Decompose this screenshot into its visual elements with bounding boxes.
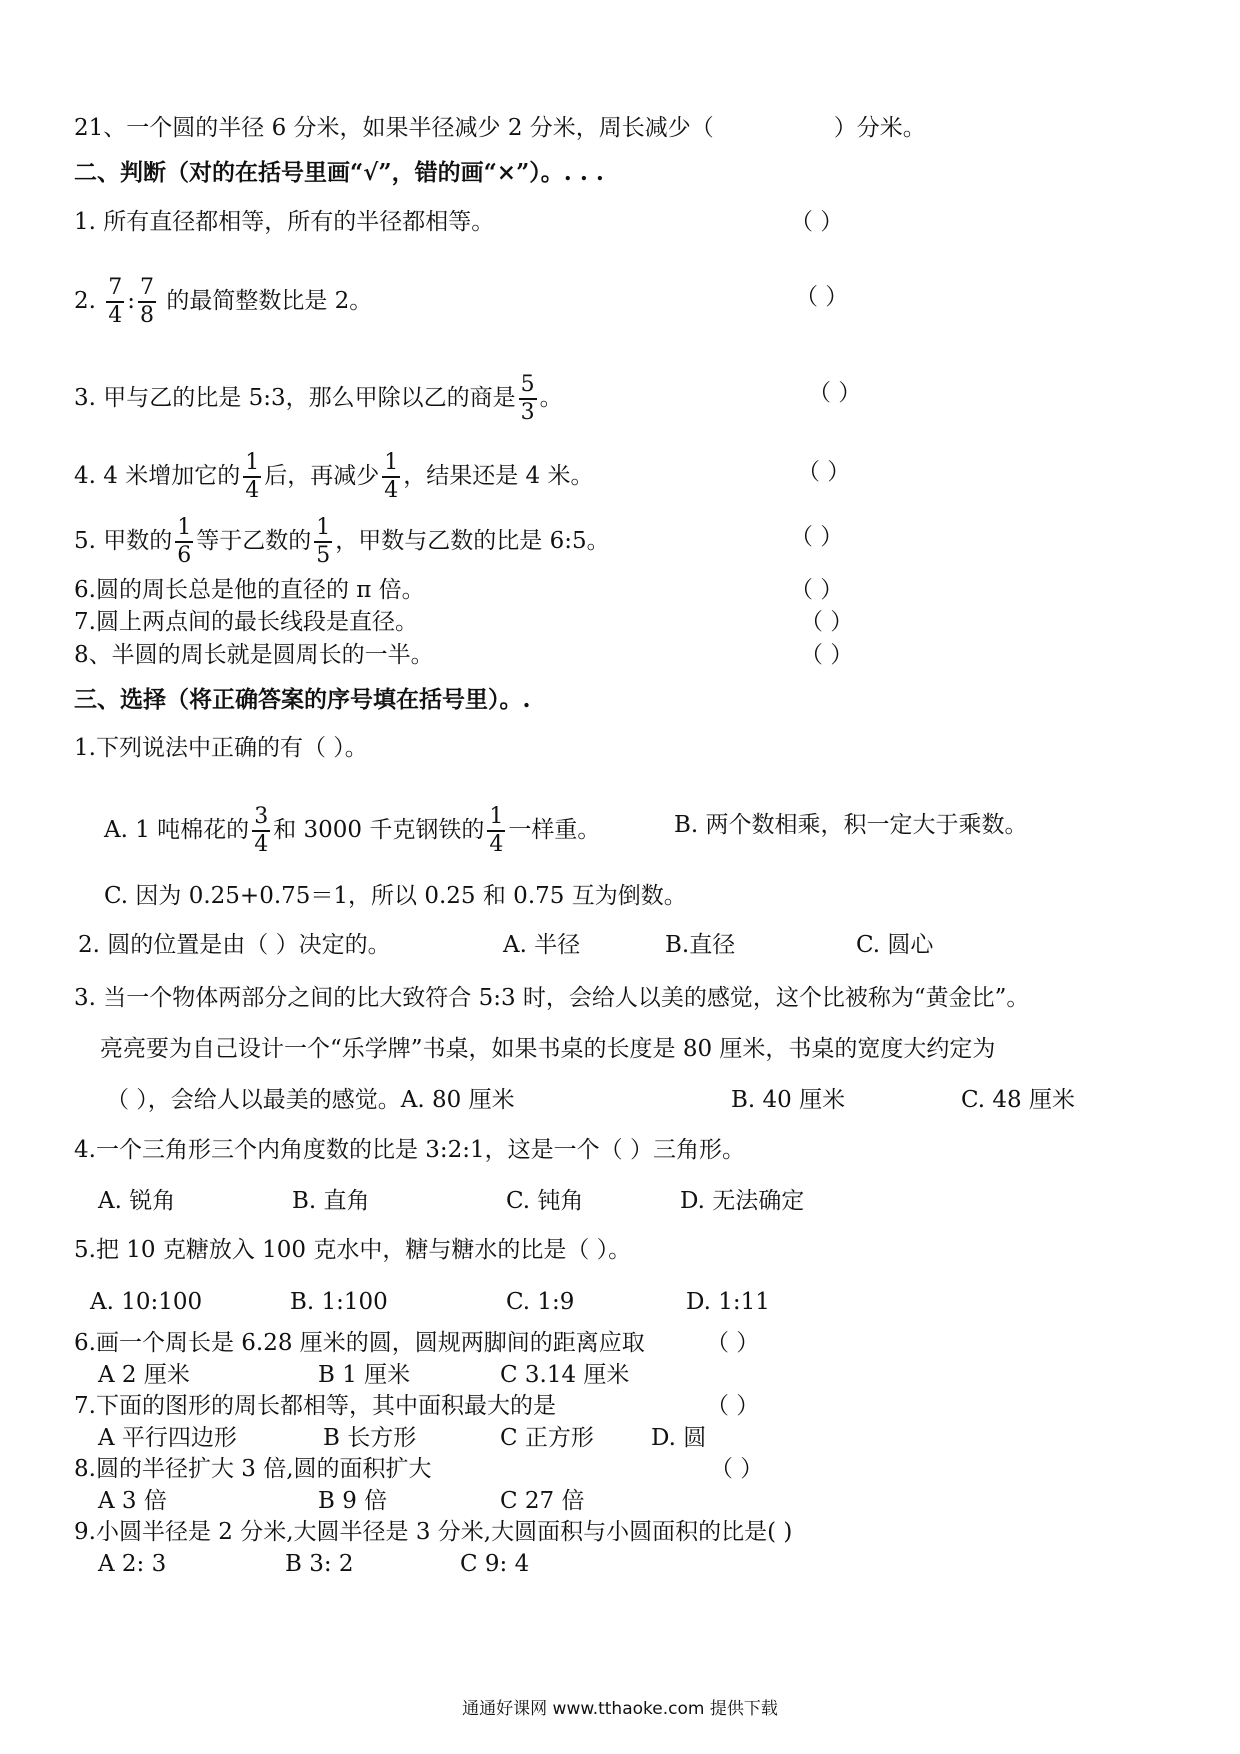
fraction: $\frac{3}{4}$ <box>254 804 269 857</box>
judge-item-2: 2. $\frac{7}{4}$ : $\frac{7}{8}$ 的最简整数比是 2。 <box>74 275 373 328</box>
judge-item-8: 8、半圆的周长就是圆周长的一半。 <box>74 642 434 668</box>
judge-paren-3[interactable]: （ ） <box>808 380 862 406</box>
choice-9-option-c[interactable]: C 9: 4 <box>460 1551 530 1577</box>
choice-8-paren[interactable]: （ ） <box>710 1456 764 1482</box>
choice-2-stem: 2. 圆的位置是由（ ）决定的。 <box>78 932 391 958</box>
choice-1-option-c[interactable]: C. 因为 0.25+0.75＝1，所以 0.25 和 0.75 互为倒数。 <box>104 883 687 909</box>
choice-2-option-c[interactable]: C. 圆心 <box>856 932 934 958</box>
choice-6-option-c[interactable]: C 3.14 厘米 <box>500 1362 630 1388</box>
judge-item-4: 4. 4 米增加它的 $\frac{1}{4}$ 后，再减少 $\frac{1}{4}$ ，结果还是 4 米。 <box>74 450 594 503</box>
choice-9-option-b[interactable]: B 3: 2 <box>285 1551 354 1577</box>
choice-7-stem: 7.下面的图形的周长都相等，其中面积最大的是 <box>74 1393 556 1419</box>
judge-paren-7[interactable]: （ ） <box>800 609 854 635</box>
choice-5-option-c[interactable]: C. 1:9 <box>506 1289 575 1315</box>
judge-item-3: 3. 甲与乙的比是 5:3，那么甲除以乙的商是 $\frac{5}{3}$ 。 <box>74 372 563 425</box>
judge-paren-6[interactable]: （ ） <box>790 577 844 603</box>
fraction: $\frac{1}{4}$ <box>489 804 504 857</box>
judge-paren-8[interactable]: （ ） <box>800 642 854 668</box>
choice-2-option-b[interactable]: B.直径 <box>665 932 736 958</box>
page-footer: 通通好课网 www.tthaoke.com 提供下载 <box>462 1699 778 1719</box>
judge-item-6: 6.圆的周长总是他的直径的 π 倍。 <box>74 577 425 603</box>
fraction: $\frac{7}{4}$ <box>108 275 123 328</box>
judge-item-1: 1. 所有直径都相等，所有的半径都相等。 <box>74 209 495 235</box>
fraction: $\frac{1}{5}$ <box>316 515 331 568</box>
fraction: $\frac{1}{6}$ <box>177 515 192 568</box>
choice-3-option-b[interactable]: B. 40 厘米 <box>731 1087 846 1113</box>
choice-4-option-c[interactable]: C. 钝角 <box>506 1188 584 1214</box>
choice-3-line-2: 亮亮要为自己设计一个“乐学牌”书桌，如果书桌的长度是 80 厘米，书桌的宽度大约定为 <box>100 1036 996 1062</box>
choice-6-stem: 6.画一个周长是 6.28 厘米的圆，圆规两脚间的距离应取 <box>74 1330 645 1356</box>
judge-paren-4[interactable]: （ ） <box>797 459 851 485</box>
choice-1-option-a[interactable]: A. 1 吨棉花的 $\frac{3}{4}$ 和 3000 千克钢铁的 $\frac{1}{4}$ 一样重。 <box>104 804 601 857</box>
choice-4-option-a[interactable]: A. 锐角 <box>98 1188 176 1214</box>
choice-8-option-b[interactable]: B 9 倍 <box>318 1488 388 1514</box>
choice-9-stem: 9.小圆半径是 2 分米,大圆半径是 3 分米,大圆面积与小圆面积的比是( ) <box>74 1519 793 1545</box>
judge-paren-1[interactable]: （ ） <box>790 209 844 235</box>
choice-3-line-1: 3. 当一个物体两部分之间的比大致符合 5:3 时，会给人以美的感觉，这个比被称为“黄金比”。 <box>74 985 1030 1011</box>
choice-1-option-b[interactable]: B. 两个数相乘，积一定大于乘数。 <box>674 812 1028 838</box>
choice-7-option-b[interactable]: B 长方形 <box>323 1425 417 1451</box>
choice-6-option-a[interactable]: A 2 厘米 <box>98 1362 190 1388</box>
judge-paren-2[interactable]: （ ） <box>795 284 849 310</box>
choice-5-option-b[interactable]: B. 1:100 <box>290 1289 388 1315</box>
question-21: 21、一个圆的半径 6 分米，如果半径减少 2 分米，周长减少（ ）分米。 <box>74 115 926 141</box>
choice-7-option-c[interactable]: C 正方形 <box>500 1425 594 1451</box>
fraction: $\frac{1}{4}$ <box>384 450 399 503</box>
choice-5-option-d[interactable]: D. 1:11 <box>686 1289 770 1315</box>
choice-4-stem: 4.一个三角形三个内角度数的比是 3:2:1，这是一个（ ）三角形。 <box>74 1137 745 1163</box>
choice-8-option-a[interactable]: A 3 倍 <box>98 1488 167 1514</box>
choice-4-option-d[interactable]: D. 无法确定 <box>680 1188 805 1214</box>
choice-3-line-3: （ ），会给人以最美的感觉。A. 80 厘米 <box>106 1087 515 1113</box>
choice-7-option-d[interactable]: D. 圆 <box>651 1425 707 1451</box>
section-3-title: 三、选择（将正确答案的序号填在括号里）。. <box>74 686 531 713</box>
choice-6-paren[interactable]: （ ） <box>706 1330 760 1356</box>
choice-6-option-b[interactable]: B 1 厘米 <box>318 1362 411 1388</box>
fraction: $\frac{1}{4}$ <box>245 450 260 503</box>
choice-7-paren[interactable]: （ ） <box>706 1393 760 1419</box>
choice-3-option-c[interactable]: C. 48 厘米 <box>961 1087 1075 1113</box>
choice-1-stem: 1.下列说法中正确的有（ ）。 <box>74 735 368 761</box>
choice-8-option-c[interactable]: C 27 倍 <box>500 1488 585 1514</box>
choice-2-option-a[interactable]: A. 半径 <box>503 932 581 958</box>
section-2-title: 二、判断（对的在括号里画“√”，错的画“×”）。. . . <box>74 159 604 186</box>
judge-item-5: 5. 甲数的 $\frac{1}{6}$ 等于乙数的 $\frac{1}{5}$ ，甲数与乙数的比是 6:5。 <box>74 515 610 568</box>
choice-4-option-b[interactable]: B. 直角 <box>292 1188 370 1214</box>
choice-5-stem: 5.把 10 克糖放入 100 克水中，糖与糖水的比是（ ）。 <box>74 1237 632 1263</box>
choice-9-option-a[interactable]: A 2: 3 <box>98 1551 167 1577</box>
judge-item-7: 7.圆上两点间的最长线段是直径。 <box>74 609 418 635</box>
judge-paren-5[interactable]: （ ） <box>790 524 844 550</box>
choice-7-option-a[interactable]: A 平行四边形 <box>98 1425 237 1451</box>
fraction: $\frac{7}{8}$ <box>140 275 155 328</box>
choice-8-stem: 8.圆的半径扩大 3 倍,圆的面积扩大 <box>74 1456 432 1482</box>
fraction: $\frac{5}{3}$ <box>520 372 535 425</box>
choice-5-option-a[interactable]: A. 10:100 <box>90 1289 203 1315</box>
